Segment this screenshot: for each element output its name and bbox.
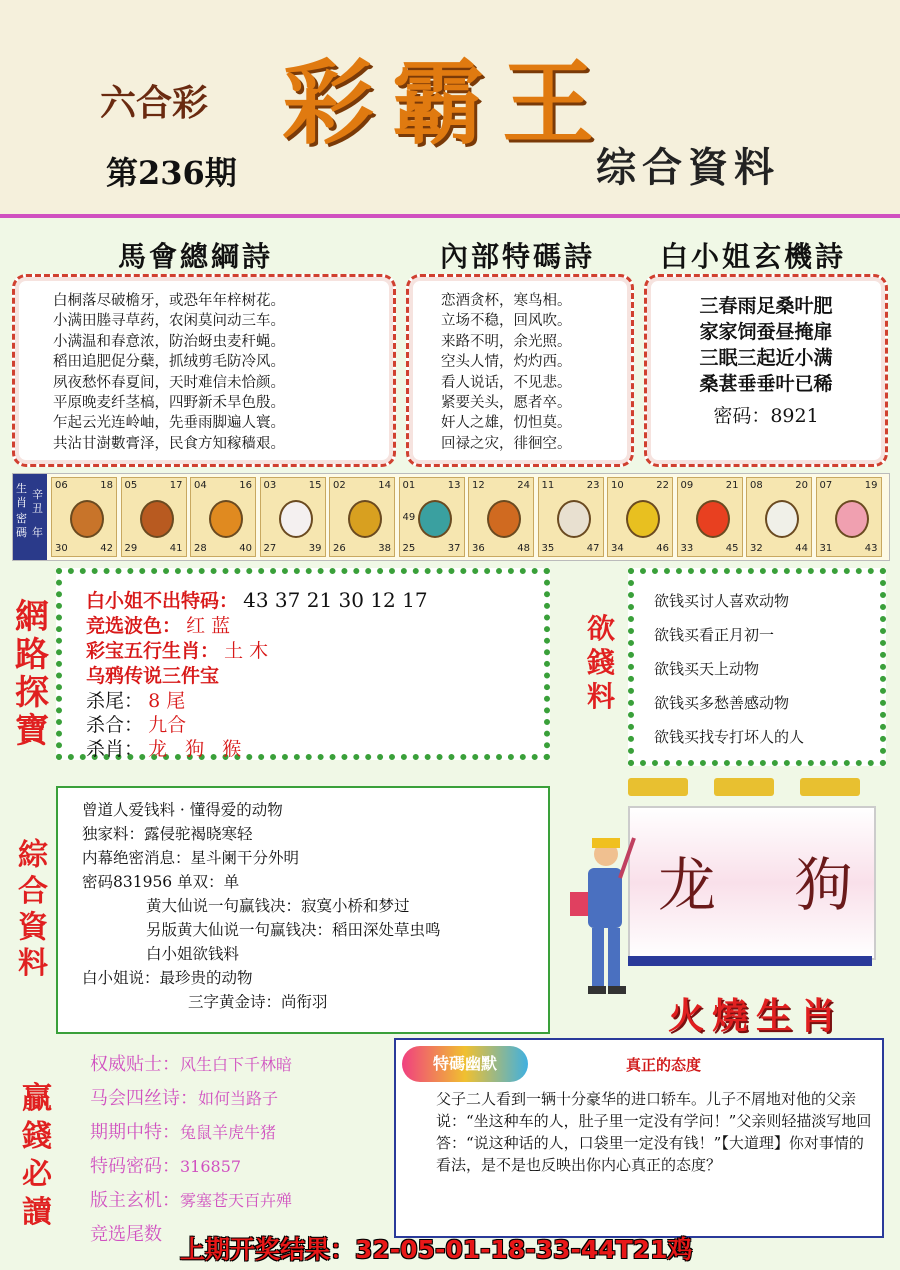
poem-line: 小满温和春意浓，防治蚜虫麦秆蝇。 xyxy=(53,333,285,350)
zodiac-cell xyxy=(121,477,187,557)
zodiac-animal-icon xyxy=(765,500,799,538)
story-box xyxy=(394,1038,884,1238)
zodiac-number: 01 xyxy=(402,480,416,491)
poem-line: 来路不明，余光照。 xyxy=(441,333,572,350)
five-label: 彩宝五行生肖： xyxy=(86,640,220,662)
win-item xyxy=(90,1118,276,1144)
lamp-icon xyxy=(628,778,688,796)
lady-poem-title: 白小姐玄機詩 xyxy=(660,240,847,273)
poem-line: 恋酒贪杯，寒鸟相。 xyxy=(441,293,572,309)
horse-poem-box xyxy=(12,274,396,467)
zodiac-number: 22 xyxy=(656,480,669,491)
win-side-text: 贏錢必讀 xyxy=(22,1081,52,1230)
zodiac-number: 43 xyxy=(864,543,878,554)
win-value: 风生白下千林暗 xyxy=(180,1055,293,1074)
zodiac-number: 46 xyxy=(656,543,669,554)
inner-poem-box xyxy=(406,274,634,467)
lady-poem xyxy=(647,293,885,429)
kill-zodiac-value: 龙 狗 猴 xyxy=(148,738,248,760)
zodiac-number: 15 xyxy=(308,480,322,491)
zodiac-number: 21 xyxy=(725,480,739,491)
zodiac-number: 38 xyxy=(378,543,391,554)
zodiac-number: 42 xyxy=(100,543,113,554)
zodiac-number: 02 xyxy=(333,480,346,491)
humor-badge: 特碼幽默 xyxy=(402,1046,528,1082)
money-item: 欲钱买天上动物 xyxy=(654,660,760,678)
win-item xyxy=(90,1050,292,1076)
poem-line: 看人说话，不见悲。 xyxy=(441,374,572,391)
zodiac-number: 08 xyxy=(750,480,763,491)
wave-value: 红 蓝 xyxy=(186,615,231,637)
kill-zodiac-row xyxy=(86,734,247,761)
zodiac-number: 41 xyxy=(169,543,183,554)
horse-poem-title: 馬會總綱詩 xyxy=(118,240,274,273)
zodiac-label-d: 年 xyxy=(32,526,43,539)
zodiac-cell xyxy=(51,477,117,557)
zodiac-number: 09 xyxy=(680,480,694,491)
zodiac-cell xyxy=(816,477,882,557)
tips-side-text: 網路探寶 xyxy=(15,597,49,751)
win-label: 版主玄机： xyxy=(90,1190,180,1211)
billboard-illustration xyxy=(628,778,884,988)
kill-tail-value: 8 尾 xyxy=(148,690,186,712)
zodiac-animal-icon xyxy=(696,500,730,538)
last-result: 上期开奖结果：32-05-01-18-33-44T21鸡 xyxy=(180,1235,693,1264)
win-item xyxy=(90,1186,292,1212)
zodiac-number: 37 xyxy=(447,543,461,554)
zodiac-cell xyxy=(538,477,604,557)
poem-line: 紧要关头，愿者卒。 xyxy=(441,395,572,412)
poem-line: 立场不稳，回风吹。 xyxy=(441,313,572,330)
story-body: 父子二人看到一辆十分豪华的进口轿车。儿子不屑地对他的父亲说：“坐这种车的人，肚子里一定没有学问！”父亲则轻描淡写地回答：“说这种话的人，口袋里一定没有钱！”【大道理】你对事情的看法，是不是也反映出你内心真正的态度？ xyxy=(436,1090,872,1174)
zodiac-animal-icon xyxy=(209,500,243,538)
billboard-text: 龙 狗 xyxy=(658,851,883,919)
story-title: 真正的态度 xyxy=(626,1056,702,1074)
zodiac-animal-icon xyxy=(557,500,591,538)
zodiac-number: 24 xyxy=(517,480,530,491)
poem-line: 共沾甘澍數膏泽，民食方知稼穑艰。 xyxy=(53,435,285,452)
kill-tail-label: 杀尾： xyxy=(86,690,144,712)
win-value: 雾塞苍天百卉殚 xyxy=(180,1191,293,1210)
win-value: 如何当路子 xyxy=(198,1089,279,1108)
zodiac-cell xyxy=(399,477,465,557)
issue-number: 第236期 xyxy=(106,154,237,192)
money-item: 欲钱买讨人喜欢动物 xyxy=(654,592,790,610)
zodiac-number: 48 xyxy=(517,543,530,554)
kill-sum-value: 九合 xyxy=(148,714,187,736)
zodiac-number: 04 xyxy=(194,480,207,491)
zodiac-number: 11 xyxy=(541,480,555,491)
poem-line: 三眠三起近小满 xyxy=(699,347,833,369)
zodiac-number: 26 xyxy=(333,543,346,554)
zodiac-animal-icon xyxy=(835,500,869,538)
poem-line: 稻田追肥促分蘖，抓绒剪毛防冷风。 xyxy=(53,354,285,371)
info-line: 三字黄金诗：尚衔羽 xyxy=(188,993,328,1011)
info-line: 白小姐说：最珍贵的动物 xyxy=(82,969,253,987)
info-side-label xyxy=(14,838,58,982)
zodiac-strip xyxy=(12,473,890,561)
poem-line: 空头人情，灼灼西。 xyxy=(441,354,572,371)
zodiac-cell xyxy=(190,477,256,557)
zodiac-number: 17 xyxy=(169,480,183,491)
zodiac-animal-icon xyxy=(626,500,660,538)
win-side-label xyxy=(18,1080,62,1232)
zodiac-number: 39 xyxy=(308,543,322,554)
zodiac-number: 13 xyxy=(447,480,461,491)
zodiac-number: 28 xyxy=(194,543,207,554)
billboard-base xyxy=(628,956,872,966)
win-value: 316857 xyxy=(180,1157,242,1176)
money-item: 欲钱买看正月初一 xyxy=(654,626,775,644)
win-item xyxy=(90,1152,241,1178)
zodiac-number: 31 xyxy=(819,543,833,554)
poem-line: 乍起云光连岭岫，先垂雨脚遍人寰。 xyxy=(53,415,285,432)
poem-line: 平原晚麦纤茎槁，四野新禾旱色殷。 xyxy=(53,395,285,412)
inner-poem-title: 內部特碼詩 xyxy=(440,240,596,273)
zodiac-label-b: 密碼 xyxy=(16,512,27,539)
zodiac-animal-icon xyxy=(487,500,521,538)
poem-line: 桑葚垂垂叶已稀 xyxy=(699,373,833,395)
zodiac-number: 44 xyxy=(795,543,808,554)
money-item: 欲钱买找专打坏人的人 xyxy=(654,728,805,746)
lamp-icon xyxy=(800,778,860,796)
info-line: 黄大仙说一句赢钱决：寂寞小桥和梦过 xyxy=(146,897,410,915)
wave-label: 竞选波色： xyxy=(86,615,182,637)
no-special-row xyxy=(86,586,428,613)
zodiac-number: 45 xyxy=(725,543,739,554)
zodiac-number: 35 xyxy=(541,543,555,554)
tips-side-label xyxy=(12,598,56,750)
win-label: 特码密码： xyxy=(90,1156,180,1177)
zodiac-number: 30 xyxy=(55,543,68,554)
lamp-icon xyxy=(714,778,774,796)
no-special-label: 白小姐不出特码： xyxy=(86,590,239,612)
zodiac-number: 07 xyxy=(819,480,833,491)
zodiac-number: 06 xyxy=(55,480,68,491)
kill-sum-row xyxy=(86,710,186,737)
zodiac-number: 49 xyxy=(402,512,416,523)
win-label: 竞选尾数 xyxy=(90,1224,162,1245)
painter-icon xyxy=(566,832,636,1002)
no-special-value: 43 37 21 30 12 17 xyxy=(243,588,428,612)
fire-zodiac-caption: 火燒生肖 xyxy=(668,995,845,1037)
info-box xyxy=(56,786,550,1034)
zodiac-animal-icon xyxy=(140,500,174,538)
info-line: 白小姐欲钱料 xyxy=(146,945,240,963)
five-value: 土 木 xyxy=(224,640,269,662)
kill-sum-label: 杀合： xyxy=(86,714,144,736)
zodiac-cell xyxy=(260,477,326,557)
lady-code: 密码：8921 xyxy=(713,405,819,427)
lady-poem-box xyxy=(644,274,888,467)
info-side-text: 綜合資料 xyxy=(18,838,48,981)
zodiac-number: 25 xyxy=(402,543,416,554)
wave-row xyxy=(86,611,230,638)
zodiac-number: 33 xyxy=(680,543,694,554)
poem-line: 小满田塍寻草药，农闲莫问动三车。 xyxy=(53,313,285,330)
zodiac-number: 05 xyxy=(124,480,138,491)
poem-line: 家家饲蚕昼掩扉 xyxy=(699,321,833,343)
zodiac-label-c: 辛丑 xyxy=(32,488,43,515)
inner-poem xyxy=(441,291,572,454)
header-divider xyxy=(0,214,900,218)
zodiac-cell xyxy=(468,477,534,557)
money-item: 欲钱买多愁善感动物 xyxy=(654,694,790,712)
win-label: 权威贴士： xyxy=(90,1054,180,1075)
five-row xyxy=(86,636,268,663)
zodiac-number: 19 xyxy=(864,480,878,491)
poem-line: 夙夜愁怀春夏间，天时难信未恰颜。 xyxy=(53,374,285,391)
zodiac-label xyxy=(13,474,47,560)
crow-line: 乌鸦传说三件宝 xyxy=(86,665,220,687)
zodiac-number: 36 xyxy=(472,543,485,554)
win-item xyxy=(90,1220,162,1246)
win-value: 兔鼠羊虎牛猪 xyxy=(180,1123,277,1142)
zodiac-number: 20 xyxy=(795,480,808,491)
win-label: 马会四丝诗： xyxy=(90,1088,198,1109)
zodiac-number: 03 xyxy=(263,480,277,491)
zodiac-number: 16 xyxy=(239,480,252,491)
poem-line: 回禄之灾，徘徊空。 xyxy=(441,435,572,452)
money-side-text: 欲錢料 xyxy=(586,612,615,713)
info-line: 独家料：露侵驼褐晓寒轻 xyxy=(82,825,253,843)
info-line: 密码831956 单双：单 xyxy=(82,873,240,891)
zodiac-number: 10 xyxy=(611,480,624,491)
zodiac-cell xyxy=(329,477,395,557)
kill-zodiac-label: 杀肖： xyxy=(86,738,144,760)
tips-box xyxy=(56,568,550,760)
zodiac-number: 29 xyxy=(124,543,138,554)
zodiac-animal-icon xyxy=(348,500,382,538)
win-list xyxy=(90,1050,386,1245)
poem-line: 三春雨足桑叶肥 xyxy=(699,295,833,317)
zodiac-number: 23 xyxy=(586,480,600,491)
liuhecai-label: 六合彩 xyxy=(100,82,209,124)
zodiac-cell xyxy=(746,477,812,557)
info-line: 内幕绝密消息：星斗阑干分外明 xyxy=(82,849,300,867)
win-label: 期期中特： xyxy=(90,1122,180,1143)
zodiac-number: 34 xyxy=(611,543,624,554)
zodiac-cell xyxy=(607,477,673,557)
zodiac-label-a: 生肖 xyxy=(16,482,27,509)
horse-poem xyxy=(53,291,285,454)
zodiac-number: 27 xyxy=(263,543,277,554)
poem-line: 白桐落尽破檐牙，或恐年年梓树花。 xyxy=(53,293,285,309)
zodiac-number: 47 xyxy=(586,543,600,554)
zodiac-cell xyxy=(677,477,743,557)
zodiac-number: 32 xyxy=(750,543,763,554)
info-line: 曾道人爱钱料 · 懂得爱的动物 xyxy=(82,801,283,819)
kill-tail-row xyxy=(86,686,185,713)
poem-line: 奸人之雄，忉怛莫。 xyxy=(441,415,572,432)
zodiac-number: 40 xyxy=(239,543,252,554)
zodiac-number: 18 xyxy=(100,480,113,491)
money-side-label xyxy=(584,612,624,714)
info-line: 另版黄大仙说一句赢钱决：稻田深处草虫鸣 xyxy=(146,921,441,939)
zodiac-number: 14 xyxy=(378,480,391,491)
win-item xyxy=(90,1084,278,1110)
zodiac-animal-icon xyxy=(418,500,452,538)
money-box xyxy=(628,568,886,766)
page-subtitle: 综合資料 xyxy=(596,144,780,191)
zodiac-animal-icon xyxy=(70,500,104,538)
brand-title: 彩霸王 xyxy=(282,49,613,157)
zodiac-animal-icon xyxy=(279,500,313,538)
zodiac-number: 12 xyxy=(472,480,485,491)
